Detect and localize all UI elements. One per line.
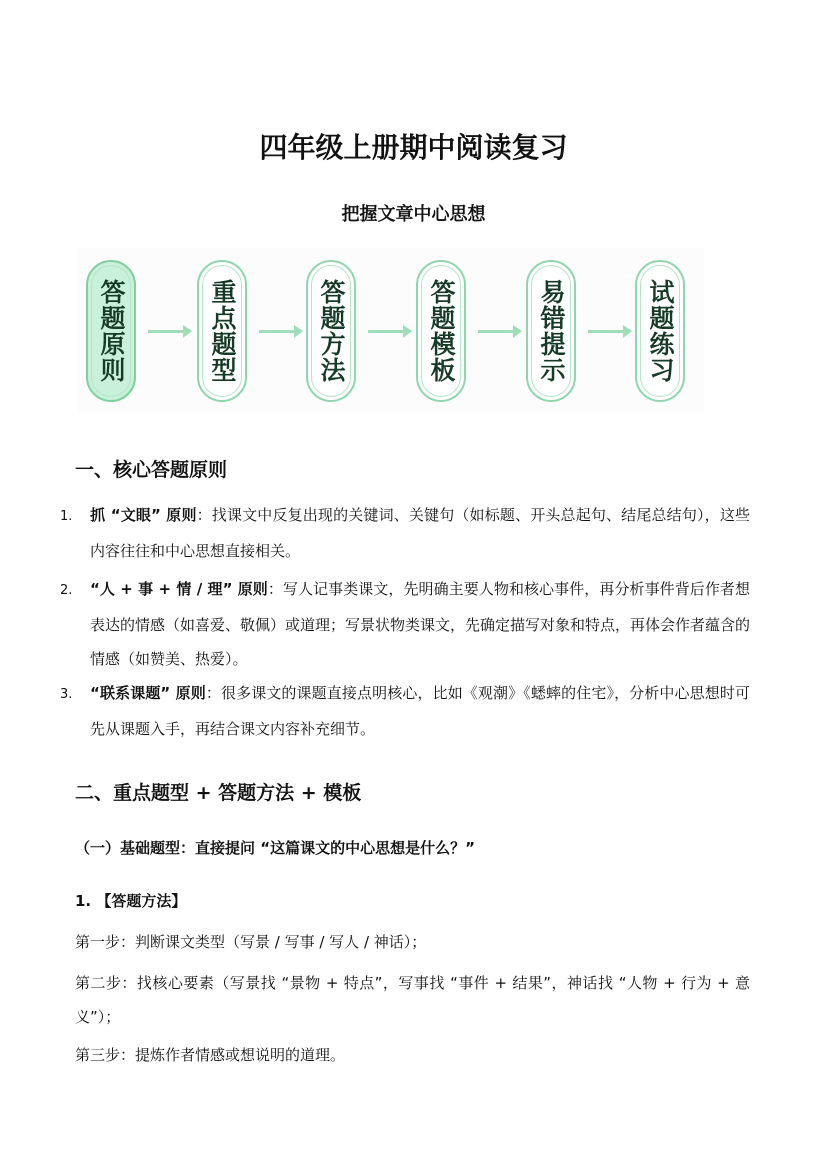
item-title: 抓 “文眼” 原则: [90, 506, 197, 524]
page-title: 四年级上册期中阅读复习: [259, 131, 568, 164]
method-step: 第二步：找核心要素（写景找 “景物 + 特点”，写事找 “事件 + 结果”，神话找 “人物 + 行为 + 意义”）；: [75, 974, 750, 1026]
section2-subheading: （一）基础题型：直接提问 “这篇课文的中心思想是什么？”: [75, 839, 475, 857]
flow-step-label: 试题练习: [646, 279, 675, 383]
flow-step-label: 答题模板: [427, 279, 456, 383]
flow-step-label: 易错提示: [537, 279, 566, 383]
flow-step-pitfalls: [526, 260, 576, 402]
flow-step-label: 答题方法: [317, 279, 346, 383]
arrow-icon: [368, 330, 408, 333]
item-title: “人 + 事 + 情 / 理” 原则: [90, 580, 268, 598]
page-subtitle: 把握文章中心思想: [341, 204, 486, 225]
item-text: ：很多课文的课题直接点明核心，比如《观潮》《蟋蟀的住宅》，分析中心思想时可先从课题入手，再结合课文内容补充细节。: [90, 684, 750, 738]
principle-item: [60, 676, 750, 746]
flow-step-label: 答题原则: [97, 279, 126, 383]
flow-step-key-types: [197, 260, 247, 402]
flow-step-principles: [86, 260, 136, 402]
item-number: 3.: [60, 687, 73, 702]
principle-item: [60, 498, 750, 568]
flow-step-label: 重点题型: [208, 279, 237, 383]
flow-step-practice: [635, 260, 685, 402]
method-step: 第一步：判断课文类型（写景 / 写事 / 写人 / 神话）；: [75, 933, 427, 951]
section1-heading: 一、核心答题原则: [75, 459, 228, 481]
flow-diagram: [78, 248, 704, 414]
item-number: 2.: [60, 583, 73, 598]
item-text: ：找课文中反复出现的关键词、关键句（如标题、开头总起句、结尾总结句），这些内容往往和中心思想直接相关。: [90, 506, 750, 560]
method-step: 第三步：提炼作者情感或想说明的道理。: [75, 1046, 346, 1064]
arrow-icon: [478, 330, 518, 333]
arrow-icon: [259, 330, 299, 333]
flow-step-methods: [306, 260, 356, 402]
item-title: “联系课题” 原则: [90, 684, 206, 702]
flow-step-templates: [416, 260, 466, 402]
method-label: 1. 【答题方法】: [75, 892, 187, 910]
principle-item: [60, 572, 751, 676]
arrow-icon: [588, 330, 628, 333]
section2-heading: 二、重点题型 + 答题方法 + 模板: [75, 782, 362, 804]
arrow-icon: [148, 330, 188, 333]
item-text: ：写人记事类课文，先明确主要人物和核心事件，再分析事件背后作者想表达的情感（如喜爱、敬佩）或道理；写景状物类课文，先确定描写对象和特点，再体会作者蕴含的情感（如赞美、热爱）。: [90, 580, 751, 668]
item-number: 1.: [60, 509, 73, 524]
